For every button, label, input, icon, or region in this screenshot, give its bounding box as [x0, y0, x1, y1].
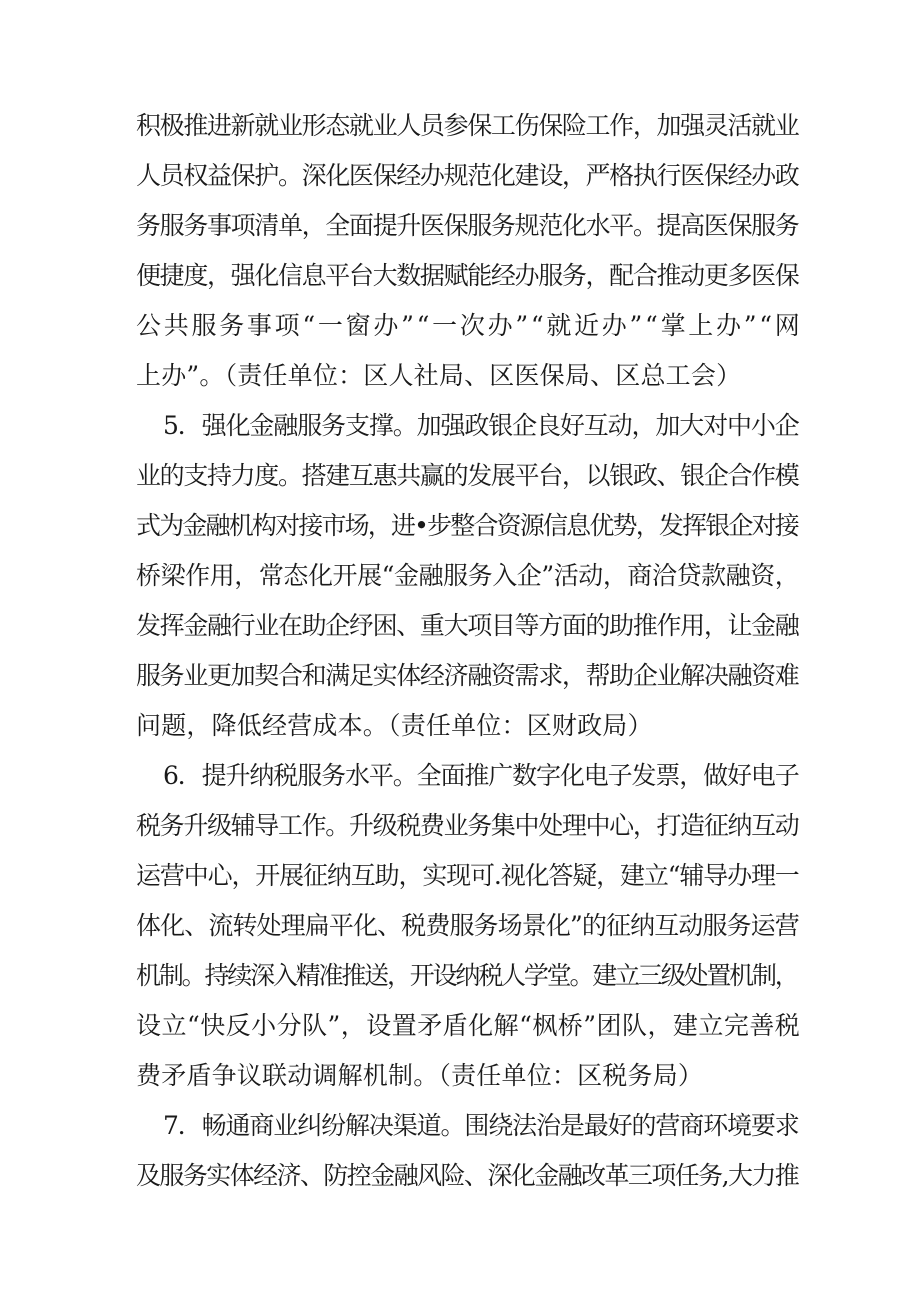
text-line: 费矛盾争议联动调解机制。（责任单位：区税务局） [136, 1061, 704, 1090]
text-line: 设立“快反小分队”，设置矛盾化解“枫桥”团队，建立完善税 [136, 1011, 801, 1040]
section-heading-5: 5．强化金融服务支撑。加强政银企良好互动，加大对中小企 [163, 411, 799, 440]
text-line: 机制。持续深入精准推送，开设纳税人学堂。建立三级处置机制， [136, 961, 798, 990]
text-line: 便捷度，强化信息平台大数据赋能经办服务，配合推动更多医保 [136, 261, 799, 290]
text-line: 体化、流转处理扁平化、税费服务场景化”的征纳互动服务运营 [136, 911, 799, 940]
text-line: 业的支持力度。搭建互惠共赢的发展平台，以银政、银企合作模 [136, 461, 799, 490]
section-heading-7: 7．畅通商业纠纷解决渠道。围绕法治是最好的营商环境要求 [163, 1111, 799, 1140]
text-line: 积极推进新就业形态就业人员参保工伤保险工作，加强灵活就业 [136, 111, 799, 140]
text-line: 桥梁作用，常态化开展“金融服务入企”活动，商洽贷款融资， [136, 561, 800, 590]
section-heading-6: 6．提升纳税服务水平。全面推广数字化电子发票，做好电子 [163, 761, 799, 790]
text-line: 税务升级辅导工作。升级税费业务集中处理中心，打造征纳互动 [136, 811, 799, 840]
text-line: 发挥金融行业在助企纾困、重大项目等方面的助推作用，让金融 [136, 611, 799, 640]
text-line: 公共服务事项“一窗办”“一次办”“就近办”“掌上办”“网 [136, 311, 803, 340]
text-line: 运营中心，开展征纳互助，实现可.视化答疑，建立“辅导办理一 [136, 861, 799, 890]
text-line: 人员权益保护。深化医保经办规范化建设，严格执行医保经办政 [136, 161, 799, 190]
text-line: 式为金融机构对接市场，进•步整合资源信息优势，发挥银企对接 [136, 511, 798, 540]
text-line: 务服务事项清单，全面提升医保服务规范化水平。提高医保服务 [136, 211, 799, 240]
text-line: 问题，降低经营成本。（责任单位：区财政局） [136, 711, 653, 740]
text-line: 及服务实体经济、防控金融风险、深化金融改革三项任务,大力推 [136, 1161, 799, 1190]
text-line: 服务业更加契合和满足实体经济融资需求，帮助企业解决融资难 [136, 661, 799, 690]
text-line: 上办”。（责任单位：区人社局、区医保局、区总工会） [136, 361, 742, 390]
